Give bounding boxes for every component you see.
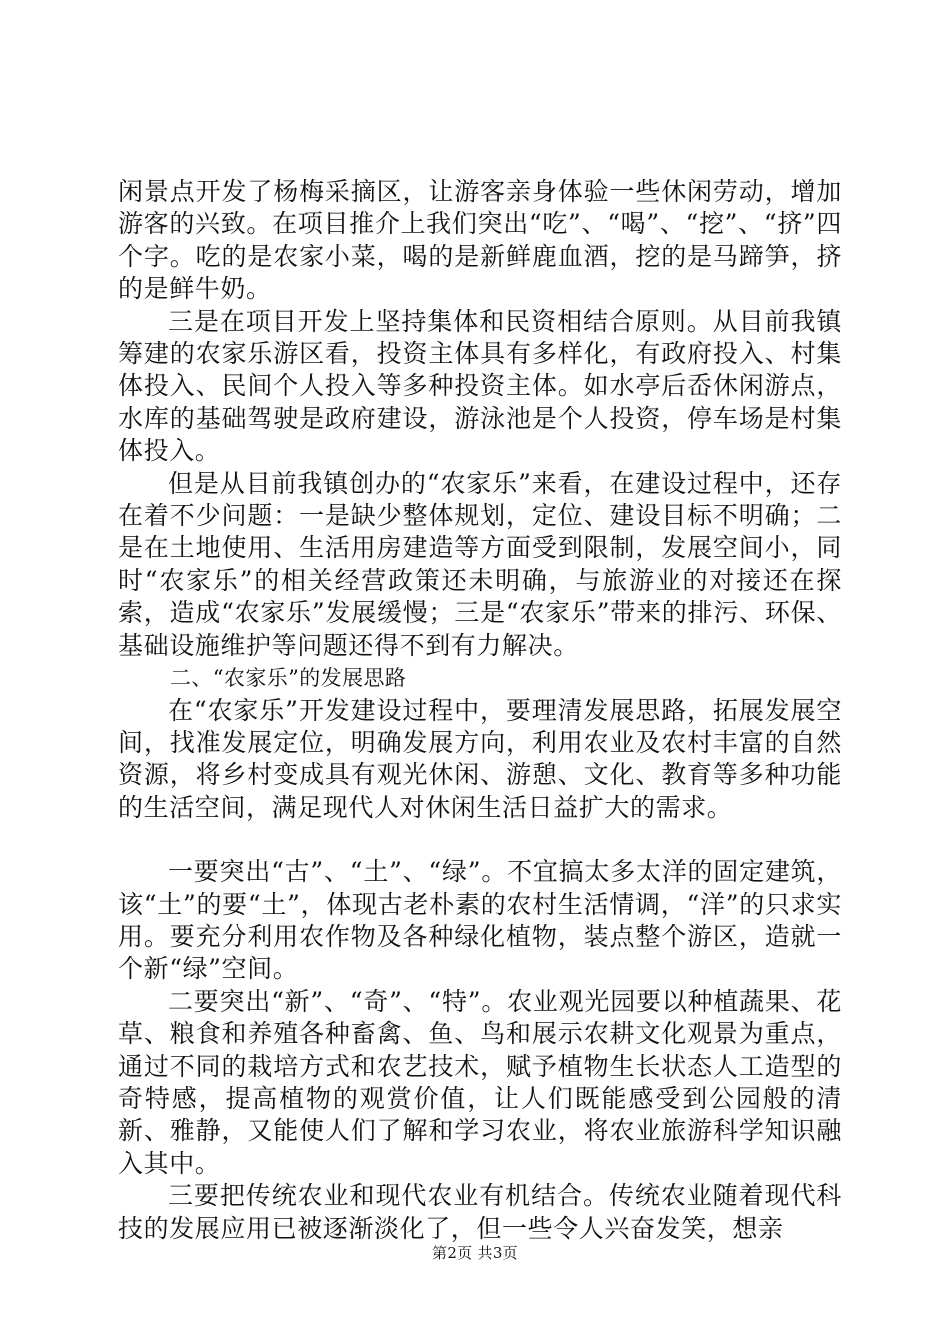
paragraph-project-development: 三是在项目开发上坚持集体和民资相结合原则。从目前我镇筹建的农家乐游区看，投资主体具有多样化，有政府投入、村集体投入、民间个人投入等多种投资主体。如水亭后岙休闲游点，水库的基础驾驶是政府建设，游泳池是个人投资，停车场是村集体投入。	[118, 306, 842, 466]
paragraph-development-ideas: 在“农家乐”开发建设过程中，要理清发展思路，拓展发展空间，找准发展定位，明确发展方向，利用农业及农村丰富的自然资源，将乡村变成具有观光休闲、游憩、文化、教育等多种功能的生活空间，满足现代人对休闲生活日益扩大的需求。	[118, 695, 842, 822]
paragraph-problems: 但是从目前我镇创办的“农家乐”来看，在建设过程中，还存在着不少问题：一是缺少整体规划，定位、建设目标不明确；二是在土地使用、生活用房建造等方面受到限制，发展空间小，同时“农家乐”的相关经营政策还未明确，与旅游业的对接还在探索，造成“农家乐”发展缓慢；三是“农家乐”带来的排污、环保、基础设施维护等问题还得不到有力解决。	[118, 468, 842, 660]
page-footer: 第2页 共3页	[432, 1244, 518, 1262]
paragraph-point-three: 三要把传统农业和现代农业有机结合。传统农业随着现代科技的发展应用已被逐渐淡化了，但一些令人兴奋发笑，想亲	[118, 1181, 842, 1243]
paragraph-point-two: 二要突出“新”、“奇”、“特”。农业观光园要以种植蔬果、花草、粮食和养殖各种畜禽、鱼、鸟和展示农耕文化观景为重点，通过不同的栽培方式和农艺技术，赋予植物生长状态人工造型的奇特感，提高植物的观赏价值，让人们既能感受到公园般的清新、雅静，又能使人们了解和学习农业，将农业旅游科学知识融入其中。	[118, 986, 842, 1178]
paragraph-spacer	[118, 824, 842, 856]
section-heading: 二、“农家乐”的发展思路	[170, 666, 407, 691]
document-body	[118, 176, 842, 1245]
paragraph-continued: 闲景点开发了杨梅采摘区，让游客亲身体验一些休闲劳动，增加游客的兴致。在项目推介上我们突出“吃”、“喝”、“挖”、“挤”四个字。吃的是农家小菜，喝的是新鲜鹿血酒，挖的是马蹄笋，挤的是鲜牛奶。	[118, 177, 842, 304]
paragraph-point-one: 一要突出“古”、“土”、“绿”。不宜搞太多太洋的固定建筑，该“土”的要“土”，体现古老朴素的农村生活情调，“洋”的只求实用。要充分利用农作物及各种绿化植物，装点整个游区，造就一个新“绿”空间。	[118, 857, 842, 984]
